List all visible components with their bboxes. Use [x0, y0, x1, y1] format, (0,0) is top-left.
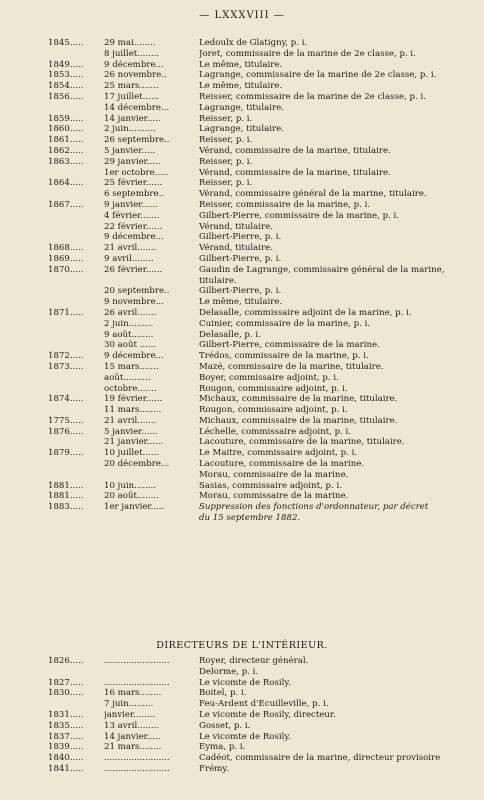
- entry-text: Feu-Ardent d'Ecuilleville, p. i.: [199, 699, 329, 710]
- entry-text: Gilbert-Pierre, p. i.: [199, 253, 282, 264]
- entry-date: 9 décembre...: [104, 59, 164, 70]
- section-title: DIRECTEURS DE L'INTÉRIEUR.: [156, 640, 328, 651]
- entry-text: Vérand, commissaire de la marine, titulaire.: [199, 145, 391, 156]
- page-header: — LXXXVIII —: [199, 10, 285, 21]
- entry-text: Gilbert-Pierre, p. i.: [199, 232, 282, 243]
- list-item: [0, 470, 484, 481]
- entry-date: 15 mars.......: [104, 361, 159, 372]
- list-item: [0, 710, 484, 721]
- entry-date: 14 janvier.....: [104, 731, 161, 742]
- list-item: [0, 753, 484, 764]
- entry-year: 1831.....: [48, 709, 84, 720]
- entry-year: 1845.....: [48, 38, 84, 48]
- entry-date: 9 décembre...: [104, 232, 164, 243]
- entry-date: janvier........: [104, 709, 156, 720]
- list-item: [0, 732, 484, 743]
- entry-text: Gaudin de Lagrange, commissaire général de la marine,: [199, 264, 445, 275]
- list-item: [0, 340, 484, 351]
- entry-date: 21 avril.......: [104, 243, 157, 254]
- entry-text: Lagrange, titulaire.: [199, 102, 284, 113]
- entry-date: 2 juin..........: [104, 124, 156, 135]
- list-item: [0, 667, 484, 678]
- list-item: [0, 427, 484, 438]
- directors-list: [0, 656, 484, 775]
- entry-date: ........................: [104, 753, 170, 764]
- entry-text: Michaux, commissaire de la marine, titulaire.: [199, 415, 398, 426]
- entry-date: 10 juin........: [104, 480, 157, 491]
- entry-date: ........................: [104, 763, 170, 774]
- entry-text: Gilbert-Pierre, commissaire de la marine, p. i.: [199, 210, 400, 221]
- list-item: [0, 491, 484, 502]
- list-item: [0, 265, 484, 276]
- entry-year: 1827.....: [48, 677, 84, 688]
- list-item: [0, 60, 484, 71]
- entry-date: 25 février......: [104, 178, 163, 189]
- list-item: [0, 124, 484, 135]
- entry-date: 5 janvier.....: [104, 145, 156, 156]
- entry-date: 22 février......: [104, 221, 163, 232]
- entry-text: Lagrange, commissaire de la marine de 2e classe, p. i.: [199, 70, 437, 81]
- entry-year: 1883.....: [48, 502, 84, 513]
- entry-year: 1869.....: [48, 253, 84, 264]
- entry-date: août..........: [104, 372, 151, 383]
- entry-date: 7 juin.........: [104, 699, 154, 710]
- entry-year: 1871.....: [48, 307, 84, 318]
- entry-text: Cuinier, commissaire de la marine, p. i.: [199, 318, 371, 329]
- list-item: [0, 373, 484, 384]
- entry-text: Gilbert-Pierre, p. i.: [199, 286, 282, 297]
- entry-text: Reisser, p. i.: [199, 178, 253, 189]
- list-item: [0, 688, 484, 699]
- entry-text: Michaux, commissaire de la marine, titulaire.: [199, 394, 398, 405]
- entry-text: Trédos, commissaire de la marine, p. i.: [199, 351, 369, 362]
- entry-text: du 15 septembre 1882.: [199, 513, 301, 524]
- entry-date: 21 mars........: [104, 742, 162, 753]
- list-item: [0, 168, 484, 179]
- list-item: [0, 459, 484, 470]
- list-item: [0, 351, 484, 362]
- entry-text: Le Maitre, commissaire adjoint, p. i.: [199, 448, 358, 459]
- list-item: [0, 49, 484, 60]
- entry-text: Lagrange, titulaire.: [199, 124, 284, 135]
- entry-year: 1868.....: [48, 243, 84, 254]
- entry-year: 1870.....: [48, 264, 84, 275]
- entry-text: Le même, titulaire.: [199, 81, 283, 92]
- entry-date: 21 janvier......: [104, 437, 164, 448]
- entry-text: titulaire.: [199, 275, 237, 286]
- entry-year: 1861.....: [48, 135, 84, 146]
- entry-year: 1862.....: [48, 145, 84, 156]
- entry-text: Lacouture, commissaire de la marine.: [199, 459, 365, 470]
- entry-text: Rougon, commissaire adjoint, p. i.: [199, 383, 348, 394]
- entry-text: Ledoulx de Glatigny, p. i.: [199, 38, 308, 48]
- entry-text: Vérand, commissaire de la marine, titulaire.: [199, 167, 391, 178]
- entry-year: 1863.....: [48, 156, 84, 167]
- entry-year: 1859.....: [48, 113, 84, 124]
- entry-year: 1841.....: [48, 763, 84, 774]
- entry-text: Reisser, p. i.: [199, 113, 253, 124]
- list-item: [0, 308, 484, 319]
- entry-text: Joret, commissaire de la marine de 2e classe, p. i.: [199, 48, 416, 59]
- entry-text: Vérand, titulaire.: [199, 243, 273, 254]
- entry-year: 1830.....: [48, 688, 84, 699]
- entry-year: 1853.....: [48, 70, 84, 81]
- entry-date: 19 février......: [104, 394, 163, 405]
- list-item: [0, 135, 484, 146]
- entry-date: 11 mars........: [104, 405, 162, 416]
- entry-text: Morau, commissaire de la marine.: [199, 491, 349, 502]
- entry-text: Le même, titulaire.: [199, 297, 283, 308]
- entry-date: 29 janvier.....: [104, 156, 161, 167]
- entry-date: 6 septembre..: [104, 189, 165, 200]
- list-item: [0, 114, 484, 125]
- entry-date: 30 août ......: [104, 340, 157, 351]
- chronology-list: [0, 38, 484, 524]
- entry-date: 26 avril.......: [104, 307, 157, 318]
- entry-year: 1881.....: [48, 491, 84, 502]
- entry-text: Delorme, p. i.: [199, 666, 259, 677]
- entry-text: Frémy.: [199, 763, 229, 774]
- entry-date: 21 avril.......: [104, 415, 157, 426]
- entry-text: Boitel, p. i.: [199, 688, 247, 699]
- entry-year: 1874.....: [48, 394, 84, 405]
- entry-date: 8 juillet........: [104, 48, 160, 59]
- entry-text: Léchelle, commissaire adjoint, p. i.: [199, 426, 352, 437]
- list-item: [0, 297, 484, 308]
- entry-text: Morau, commissaire de la marine.: [199, 469, 349, 480]
- entry-year: 1835.....: [48, 720, 84, 731]
- entry-text: Le vicomte de Rosily.: [199, 677, 291, 688]
- list-item: [0, 200, 484, 211]
- entry-year: 1876.....: [48, 426, 84, 437]
- entry-year: 1854.....: [48, 81, 84, 92]
- entry-text: Mazé, commissaire de la marine, titulaire.: [199, 361, 384, 372]
- entry-year: 1867.....: [48, 199, 84, 210]
- entry-year: 1872.....: [48, 351, 84, 362]
- list-item: [0, 222, 484, 233]
- entry-date: 5 janvier......: [104, 426, 158, 437]
- entry-text: Reisser, commissaire de la marine de 2e classe, p. i.: [199, 91, 426, 102]
- entry-date: 26 novembre..: [104, 70, 167, 81]
- entry-year: 1860.....: [48, 124, 84, 135]
- list-item: [0, 330, 484, 341]
- entry-date: 20 septembre..: [104, 286, 170, 297]
- entry-date: ........................: [104, 656, 170, 666]
- entry-date: 1er octobre.....: [104, 167, 169, 178]
- entry-date: 9 novembre...: [104, 297, 164, 308]
- list-item: [0, 146, 484, 157]
- list-item: [0, 448, 484, 459]
- list-item: [0, 92, 484, 103]
- entry-text: Reisser, p. i.: [199, 135, 253, 146]
- entry-year: 1775.....: [48, 415, 84, 426]
- list-item: [0, 437, 484, 448]
- entry-text: Vérand, commissaire général de la marine, titulaire.: [199, 189, 427, 200]
- list-item: [0, 699, 484, 710]
- entry-text: Delasalle, p. i.: [199, 329, 261, 340]
- list-item: [0, 211, 484, 222]
- entry-date: 25 mars.......: [104, 81, 159, 92]
- entry-year: 1879.....: [48, 448, 84, 459]
- list-item: [0, 481, 484, 492]
- entry-year: 1839.....: [48, 742, 84, 753]
- entry-date: 26 février......: [104, 264, 163, 275]
- entry-date: octobre.......: [104, 383, 157, 394]
- entry-date: 17 juillet......: [104, 91, 160, 102]
- list-item: [0, 502, 484, 513]
- list-item: [0, 81, 484, 92]
- entry-text: Boyer, commissaire adjoint, p. i.: [199, 372, 339, 383]
- entry-date: 9 janvier......: [104, 199, 158, 210]
- entry-text: Reisser, commissaire de la marine, p. i.: [199, 199, 371, 210]
- entry-date: 14 décembre...: [104, 102, 170, 113]
- entry-text: Gosset, p. i.: [199, 720, 251, 731]
- list-item: [0, 513, 484, 524]
- entry-year: 1849.....: [48, 59, 84, 70]
- entry-text: Rougon, commissaire adjoint, p. i.: [199, 405, 348, 416]
- entry-year: 1837.....: [48, 731, 84, 742]
- entry-text: Eyma, p. i.: [199, 742, 246, 753]
- entry-date: 29 mai........: [104, 38, 156, 48]
- list-item: [0, 276, 484, 287]
- entry-date: 4 février.......: [104, 210, 160, 221]
- list-item: [0, 384, 484, 395]
- entry-text: Reisser, p. i.: [199, 156, 253, 167]
- entry-year: 1873.....: [48, 361, 84, 372]
- entry-year: 1840.....: [48, 753, 84, 764]
- list-item: [0, 232, 484, 243]
- list-item: [0, 157, 484, 168]
- list-item: [0, 721, 484, 732]
- entry-date: 16 mars........: [104, 688, 162, 699]
- entry-text: Le vicomte de Rosily.: [199, 731, 291, 742]
- entry-date: 10 juillet......: [104, 448, 160, 459]
- list-item: [0, 656, 484, 667]
- list-item: [0, 254, 484, 265]
- entry-year: 1864.....: [48, 178, 84, 189]
- list-item: [0, 319, 484, 330]
- entry-text: Cadéot, commissaire de la marine, directeur provisoire: [199, 753, 441, 764]
- list-item: [0, 678, 484, 689]
- entry-text: Le vicomte de Rosily, directeur.: [199, 709, 336, 720]
- list-item: [0, 764, 484, 775]
- entry-date: 2 juin.........: [104, 318, 154, 329]
- entry-date: ........................: [104, 677, 170, 688]
- entry-text: Delasalle, commissaire adjoint de la marine, p. i.: [199, 307, 412, 318]
- entry-date: 20 août........: [104, 491, 159, 502]
- list-item: [0, 286, 484, 297]
- entry-year: 1881.....: [48, 480, 84, 491]
- entry-text: Le même, titulaire.: [199, 59, 283, 70]
- entry-text: Lacouture, commissaire de la marine, titulaire.: [199, 437, 405, 448]
- entry-text: Royer, directeur général.: [199, 656, 309, 666]
- entry-text: Vérand, titulaire.: [199, 221, 273, 232]
- list-item: [0, 38, 484, 49]
- list-item: [0, 394, 484, 405]
- entry-date: 1er janvier.....: [104, 502, 165, 513]
- list-item: [0, 243, 484, 254]
- list-item: [0, 362, 484, 373]
- entry-date: 9 avril........: [104, 253, 154, 264]
- entry-date: 14 janvier.....: [104, 113, 161, 124]
- list-item: [0, 178, 484, 189]
- list-item: [0, 416, 484, 427]
- list-item: [0, 70, 484, 81]
- entry-date: 13 avril........: [104, 720, 160, 731]
- list-item: [0, 189, 484, 200]
- entry-date: 9 août........: [104, 329, 154, 340]
- entry-text: Suppression des fonctions d'ordonnateur, par décret: [199, 502, 429, 513]
- entry-text: Sasias, commissaire adjoint, p. i.: [199, 480, 342, 491]
- entry-date: 20 décembre...: [104, 459, 170, 470]
- entry-text: Gilbert-Pierre, commissaire de la marine.: [199, 340, 380, 351]
- list-item: [0, 405, 484, 416]
- entry-date: 9 décembre...: [104, 351, 164, 362]
- entry-date: 26 septembre..: [104, 135, 170, 146]
- list-item: [0, 103, 484, 114]
- entry-year: 1856.....: [48, 91, 84, 102]
- list-item: [0, 742, 484, 753]
- entry-year: 1826.....: [48, 656, 84, 666]
